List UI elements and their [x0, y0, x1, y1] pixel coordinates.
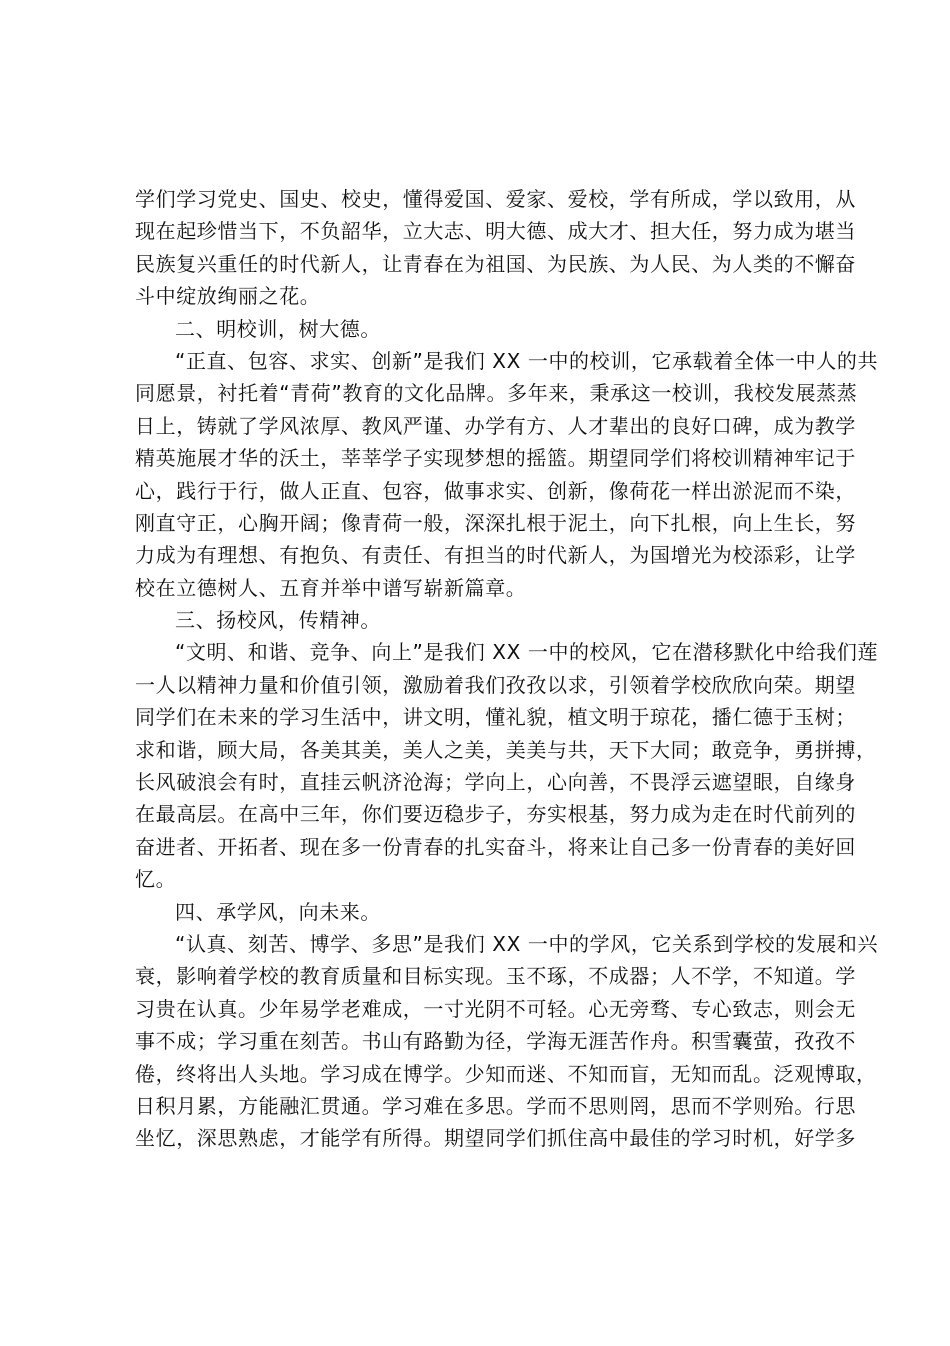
text-line: “正直、包容、求实、创新”是我们 XX 一中的校训，它承载着全体一中人的共: [175, 348, 879, 373]
text-line: 斗中绽放绚丽之花。: [135, 284, 321, 309]
text-line: 在最高层。在高中三年，你们要迈稳步子，夯实根基，努力成为走在时代前列的: [135, 802, 856, 827]
text-line: 倦，终将出人头地。学习成在博学。少知而迷、不知而盲，无知而乱。泛观博取，: [135, 1061, 877, 1086]
text-line: 精英施展才华的沃土，莘莘学子实现梦想的摇篮。期望同学们将校训精神牢记于: [135, 446, 856, 471]
text-line: 学们学习党史、国史、校史，懂得爱国、爱家、爱校，学有所成，学以致用，从: [135, 187, 856, 211]
text-line: 同学们在未来的学习生活中，讲文明，懂礼貌，植文明于琼花，播仁德于玉树；: [135, 705, 856, 730]
text-line: 长风破浪会有时，直挂云帆济沧海；学向上，心向善，不畏浮云遮望眼，自缘身: [135, 770, 856, 795]
text-line: 刚直守正，心胸开阔；像青荷一般，深深扎根于泥土，向下扎根，向上生长，努: [135, 510, 856, 535]
text-line: 民族复兴重任的时代新人，让青春在为祖国、为民族、为人民、为人类的不懈奋: [135, 251, 856, 276]
text-line: 四、承学风，向未来。: [175, 899, 381, 924]
text-line: 衰，影响着学校的教育质量和目标实现。玉不琢，不成器；人不学，不知道。学: [135, 964, 856, 989]
text-line: 忆。: [135, 867, 177, 892]
text-line: 事不成；学习重在刻苦。书山有路勤为径，学海无涯苦作舟。积雪囊萤，孜孜不: [135, 1029, 856, 1054]
text-line: 三、扬校风，传精神。: [175, 608, 381, 633]
text-line: 心，践行于行，做人正直、包容，做事求实、创新，像荷花一样出淤泥而不染，: [135, 478, 856, 503]
text-line: 求和谐，顾大局，各美其美，美人之美，美美与共，天下大同；敢竞争，勇拼搏，: [135, 737, 877, 762]
text-line: 同愿景，衬托着“青荷”教育的文化品牌。多年来，秉承这一校训，我校发展蒸蒸: [135, 381, 858, 406]
text-line: 二、明校训，树大德。: [175, 316, 381, 341]
text-line: 习贵在认真。少年易学老难成，一寸光阴不可轻。心无旁骛、专心致志，则会无: [135, 996, 856, 1021]
text-line: 一人以精神力量和价值引领，激励着我们孜孜以求，引领着学校欣欣向荣。期望: [135, 672, 856, 697]
text-line: 奋进者、开拓者、现在多一份青春的扎实奋斗，将来让自己多一份青春的美好回: [135, 834, 856, 859]
text-line: 日积月累，方能融汇贯通。学习难在多思。学而不思则罔，思而不学则殆。行思: [135, 1093, 856, 1118]
text-line: 坐忆，深思熟虑，才能学有所得。期望同学们抓住高中最佳的学习时机，好学多: [135, 1126, 856, 1151]
text-line: 力成为有理想、有抱负、有责任、有担当的时代新人，为国增光为校添彩，让学: [135, 543, 856, 568]
text-line: “文明、和谐、竞争、向上”是我们 XX 一中的校风，它在潜移默化中给我们莲: [175, 640, 879, 665]
body-text: [135, 183, 879, 1155]
text-line: 现在起珍惜当下，不负韶华，立大志、明大德、成大才、担大任，努力成为堪当: [135, 219, 856, 244]
text-line: 校在立德树人、五育并举中谱写崭新篇章。: [135, 575, 527, 600]
text-line: “认真、刻苦、博学、多思”是我们 XX 一中的学风，它关系到学校的发展和兴: [175, 931, 879, 956]
text-line: 日上，铸就了学风浓厚、教风严谨、办学有方、人才辈出的良好口碑，成为教学: [135, 413, 856, 438]
